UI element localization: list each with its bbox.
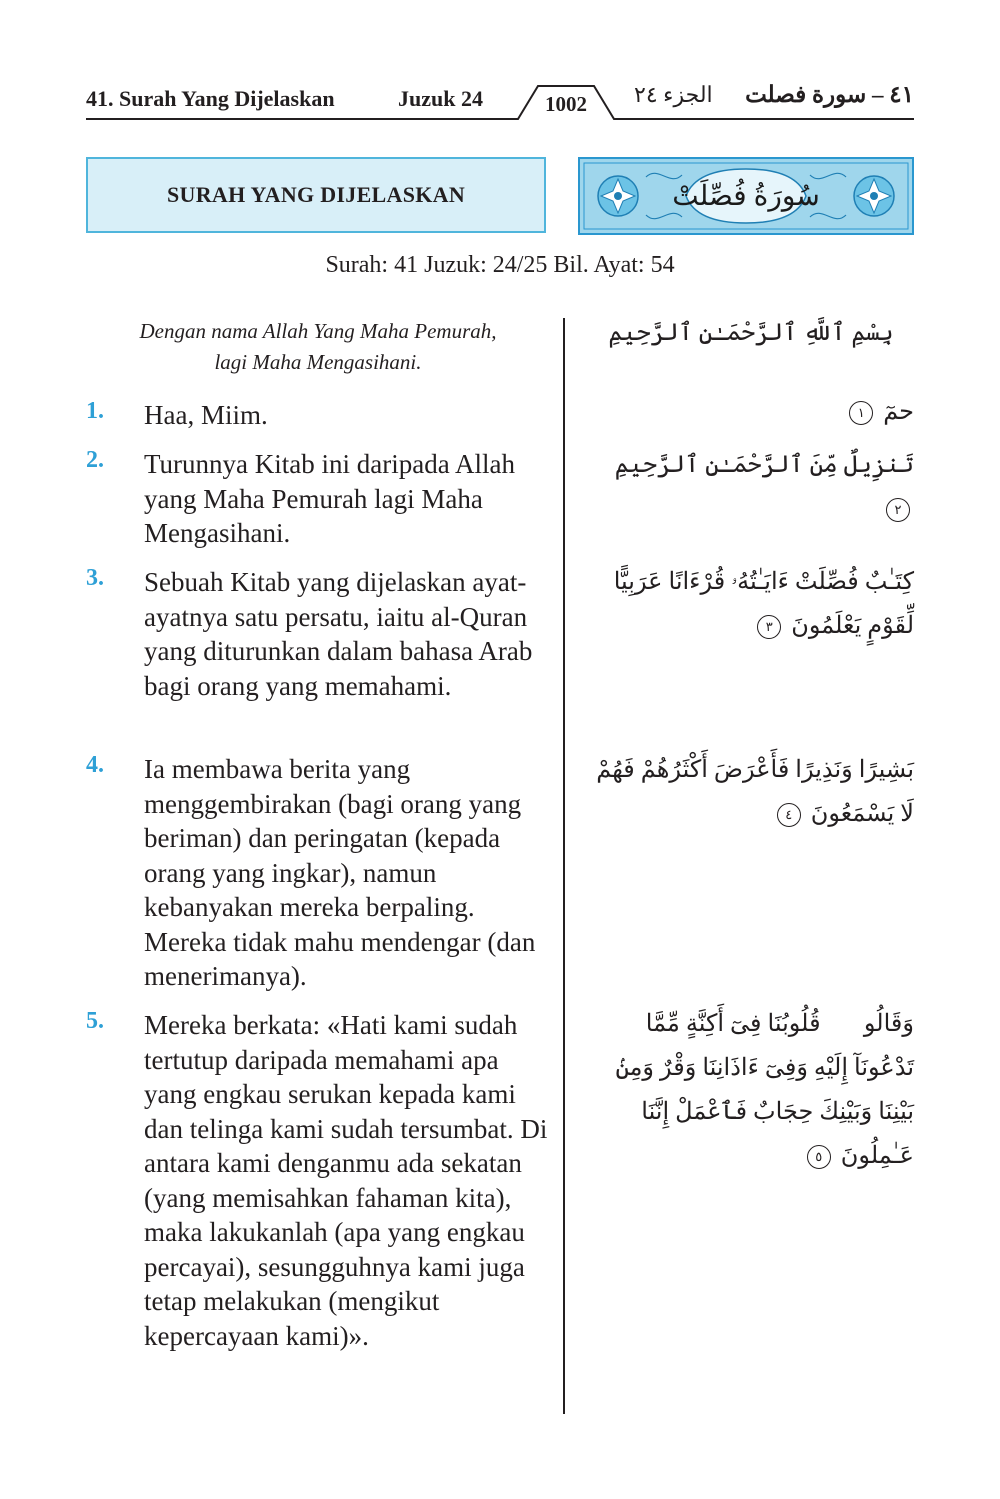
- arabic-verse-3: [596, 560, 914, 648]
- ayah-marker: ١: [849, 401, 873, 425]
- verse-number: 2.: [86, 447, 104, 473]
- surah-title: SURAH YANG DIJELASKAN: [166, 182, 466, 207]
- bismillah-translation: [96, 316, 540, 378]
- ayah-marker: ٤: [777, 803, 801, 827]
- verse-number: 4.: [86, 752, 104, 778]
- arabic-verse-1: [596, 390, 914, 434]
- ayah-marker: ٣: [757, 615, 781, 639]
- verse-number: 5.: [86, 1008, 104, 1034]
- arabic-verse-text: بَشِيرًا وَنَذِيرًا فَأَعْرَضَ أَكْثَرُهُمْ فَهُمْ لَا يَسْمَعُونَ: [596, 757, 914, 827]
- ayah-marker: ٥: [807, 1145, 831, 1169]
- verse-number: 3.: [86, 565, 104, 591]
- surah-info: Surah: 41 Juzuk: 24/25 Bil. Ayat: 54: [325, 252, 675, 278]
- verse-text: Ia membawa berita yang menggembirakan (bagi orang yang beriman) dan peringatan (kepada orang yang ingkar), namun kebanyakan mereka berpaling. Mereka tidak mahu mendengar (dan menerimanya).: [144, 754, 536, 991]
- arabic-verse-2: [596, 443, 914, 531]
- header-arabic-surah: ٤١ – سورة فصلت: [745, 82, 914, 107]
- arabic-verse-text: وَقَالُوا۟ قُلُوبُنَا فِىٓ أَكِنَّةٍ مِّمَّا تَدْعُونَآ إِلَيْهِ وَفِىٓ ءَاذَانِنَا وَقْرٌ وَمِنۢ بَيْنِنَا وَبَيْنِكَ حِجَابٌ فَٱعْمَلْ إِنَّنَا عَـٰمِلُونَ: [615, 1011, 914, 1169]
- verse-text: Mereka berkata: «Hati kami sudah tertutup daripada memahami apa yang engkau serukan kepada kami dan telinga kami sudah tersumbat. Di antara kami denganmu ada sekatan (yang memisahkan fahaman kita), maka lakukanlah (apa yang engkau percayai), sesungguhnya kami juga tetap melakukan (mengikut kepercayaan kami)».: [144, 1010, 548, 1351]
- page-number: 1002: [545, 92, 587, 116]
- surah-title-box: [86, 157, 546, 233]
- bismillah-translation-line: Dengan nama Allah Yang Maha Pemurah,: [139, 319, 497, 343]
- verse-text: Haa, Miim.: [144, 400, 268, 430]
- arabic-verse-text: تَنزِيلٌ مِّنَ ٱلرَّحْمَـٰنِ ٱلرَّحِيمِ: [614, 452, 914, 478]
- bismillah-translation-line: lagi Maha Mengasihani.: [214, 350, 422, 374]
- page-header: [86, 80, 914, 124]
- column-divider: [563, 318, 565, 1414]
- header-juzuk: Juzuk 24: [398, 86, 483, 111]
- bismillah-arabic: بِسْمِ ٱللَّهِ ٱلرَّحْمَـٰنِ ٱلرَّحِيمِ: [608, 320, 894, 346]
- arabic-surah-name: سُورَةُ فُصِّلَتْ: [672, 181, 820, 212]
- ornamental-surah-banner: [578, 157, 914, 235]
- ayah-marker: ٢: [886, 498, 910, 522]
- arabic-verse-4: [596, 748, 914, 836]
- verse-number: 1.: [86, 398, 104, 424]
- header-arabic-juz: الجزء ٢٤: [634, 82, 713, 107]
- verse-text: Sebuah Kitab yang dijelaskan ayat-ayatnya satu persatu, iaitu al-Quran yang diturunkan dalam bahasa Arab bagi orang yang memahami.: [144, 567, 533, 701]
- verse-text: Turunnya Kitab ini daripada Allah yang Maha Pemurah lagi Maha Mengasihani.: [144, 449, 515, 548]
- arabic-verse-text: حمٓ: [883, 399, 914, 425]
- arabic-verse-5: [596, 1002, 914, 1178]
- header-surah-title: 41. Surah Yang Dijelaskan: [86, 86, 335, 111]
- arabic-verse-text: كِتَـٰبٌ فُصِّلَتْ ءَايَـٰتُهُۥ قُرْءَانًا عَرَبِيًّا لِّقَوْمٍ يَعْلَمُونَ: [613, 569, 914, 639]
